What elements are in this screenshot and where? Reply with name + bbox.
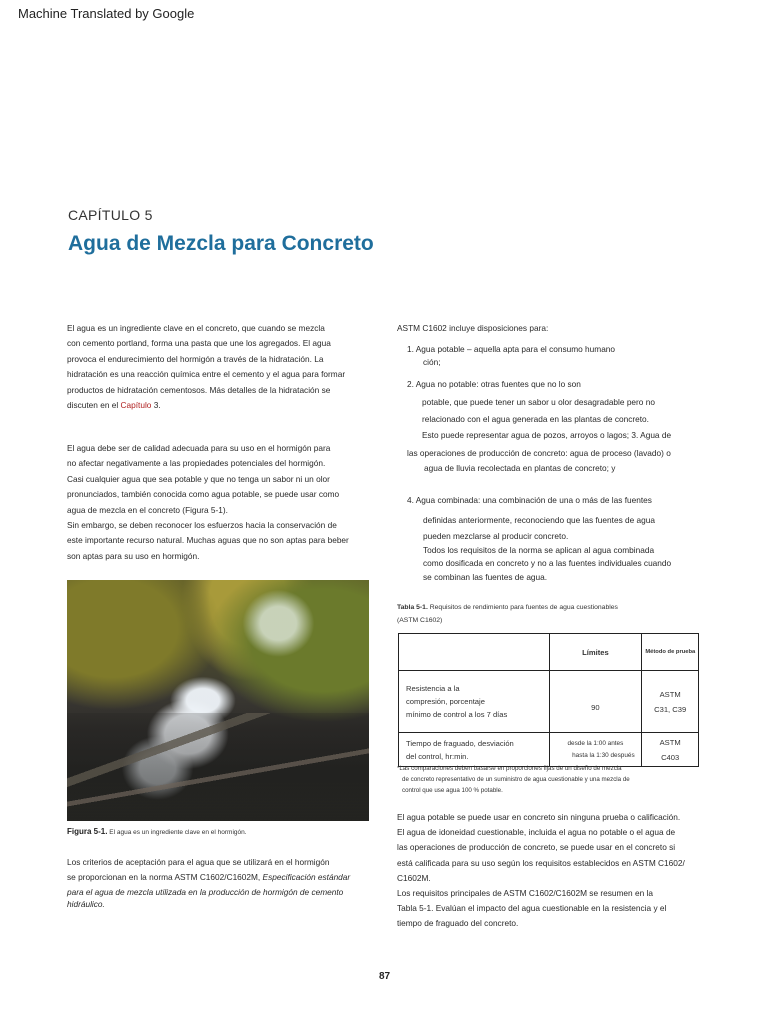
text-line: Todos los requisitos de la norma se aplican al agua combinada [423, 545, 655, 555]
list-item-2-body [422, 394, 671, 444]
text-line: (ASTM C1602) [397, 617, 443, 624]
standard-title-italic: hidráulico. [67, 898, 105, 909]
text-fragment: discuten en el [67, 400, 121, 411]
chapter-number: CAPÍTULO 5 [68, 207, 153, 223]
standard-title-italic: Especificación estándar [262, 872, 351, 883]
cell-line: C31, C39 [654, 704, 687, 714]
text-line: El agua debe ser de calidad adecuada para su uso en el hormigón para [67, 443, 331, 453]
cell-line: Resistencia a la [406, 684, 460, 693]
standard-title-italic: para el agua de mezcla utilizada en la producción de hormigón de cemento [67, 886, 344, 897]
text-line: El agua potable se puede usar en concreto sin ninguna prueba o calificación. [397, 812, 681, 822]
cell-line: ASTM [659, 737, 681, 747]
text-line: hidratación es una reacción química entre el cemento y el agua para formar [67, 369, 346, 380]
text-line: no afectar negativamente a las propiedades potenciales del hormigón. [67, 458, 326, 469]
machine-translation-banner: Machine Translated by Google [18, 6, 195, 21]
list-item-2 [407, 377, 581, 392]
text-line: Sin embargo, se deben reconocer los esfuerzos hacia la conservación de [67, 520, 337, 531]
text-line: tiempo de fraguado del concreto. [397, 918, 519, 929]
text-line: agua de lluvia recolectada en plantas de concreto; y [424, 463, 616, 474]
text-line: 4. Agua combinada: una combinación de una o más de las fuentes [407, 495, 652, 505]
intro-paragraph [67, 321, 372, 413]
summary-paragraph [397, 810, 685, 932]
text-line: Los requisitos principales de ASTM C1602/C1602M se resumen en la [397, 888, 653, 899]
text-line: las operaciones de producción de concreto: agua de proceso (lavado) o [407, 448, 671, 458]
text-line: Tabla 5-1. Evalúan el impacto del agua cuestionable en la resistencia y el [397, 903, 667, 914]
cell-line: del control, hr:min. [406, 751, 469, 761]
table-title [397, 601, 618, 627]
text-line: como dosificada en concreto y no a las fuentes individuales cuando [423, 558, 672, 568]
figure-label: Figura 5-1. [67, 827, 108, 836]
table-cell [549, 733, 642, 767]
criteria-paragraph [67, 855, 372, 910]
chapter-3-link[interactable]: Capítulo [120, 400, 152, 411]
text-line: provoca el endurecimiento del hormigón a través de la hidratación. La [67, 353, 324, 364]
table-label: Tabla 5-1. [397, 604, 428, 611]
cell-line: ASTM [659, 689, 681, 699]
text-line: Los criterios de aceptación para el agua que se utilizará en el hormigón [67, 857, 330, 867]
list-item-4 [407, 493, 652, 508]
text-line: control que use agua 100 % potable. [402, 787, 503, 794]
text-line: 2. Agua no potable: otras fuentes que no lo son [407, 379, 581, 389]
text-line: El agua de idoneidad cuestionable, incluida el agua no potable o el agua de [397, 827, 676, 838]
text-line: de concreto representativo de un suministro de agua cuestionable y una mezcla de [402, 776, 630, 783]
text-line: pueden mezclarse al producir concreto. [423, 530, 569, 541]
cell-line: compresión, porcentaje [406, 697, 485, 706]
text-line: Esto puede representar agua de pozos, arroyos o lagos; 3. Agua de [422, 430, 672, 440]
figure-caption [67, 827, 247, 836]
text-line [67, 870, 372, 885]
text-line: está calificada para su uso según los requisitos establecidos en ASTM C1602/ [397, 857, 685, 868]
page-number: 87 [379, 971, 391, 982]
text-line: con cemento portland, forma una pasta que une los agregados. El agua [67, 338, 331, 349]
table-row [399, 671, 699, 733]
table-cell [399, 733, 550, 767]
text-line: se combinan las fuentes de agua. [423, 572, 548, 582]
text-line: productos de hidratación cementosos. Más detalles de la hidratación se [67, 384, 331, 395]
cell-line: mínimo de control a los 7 días [406, 710, 508, 719]
table-header-cell: Límites [549, 634, 642, 671]
text-line: ción; [423, 357, 441, 368]
table-cell [399, 671, 550, 733]
list-item-4-body [423, 513, 671, 586]
text-line: *Las comparaciones deben basarse en proporciones fijas de un diseño de mezcla [397, 765, 622, 772]
text-line: Casi cualquier agua que sea potable y que no tenga un sabor ni un olor [67, 473, 330, 484]
cell-line: desde la 1:00 antes [567, 739, 624, 747]
text-line: este importante recurso natural. Muchas aguas que no son aptas para beber [67, 535, 349, 546]
table-header-row [399, 634, 699, 671]
text-line: 1. Agua potable – aquella apta para el consumo humano [407, 344, 616, 354]
text-line: las operaciones de producción de concreto, se puede usar en el concreto si [397, 842, 676, 853]
text-line: definidas anteriormente, reconociendo que las fuentes de agua [423, 515, 656, 525]
text-line [397, 601, 618, 614]
text-line: son aptas para su uso en hormigón. [67, 550, 200, 561]
cell-line: Tiempo de fraguado, desviación [406, 738, 514, 748]
chapter-title: Agua de Mezcla para Concreto [68, 232, 374, 255]
text-line-italic [67, 886, 372, 898]
text-line: relacionado con el agua generada en las plantas de concreto. [422, 413, 649, 424]
table-footnote [397, 763, 630, 796]
table-row [399, 733, 699, 767]
table-header-cell [399, 634, 550, 671]
waterfall-photo [67, 580, 369, 821]
cell-line: hasta la 1:30 después [572, 751, 635, 759]
rocks-overlay [67, 713, 369, 821]
text-line-italic [67, 898, 372, 910]
table-cell [642, 733, 699, 767]
text-line: C1602M. [397, 872, 431, 883]
table-header-cell: Método de prueba [642, 634, 699, 671]
text-line: pronunciados, también conocida como agua potable, se puede usar como [67, 489, 340, 500]
figure-caption-text: El agua es un ingrediente clave en el hormigón. [107, 829, 247, 836]
text-fragment: 3. [151, 400, 161, 411]
table-title-text: Requisitos de rendimiento para fuentes de agua cuestionables [427, 604, 618, 611]
quality-paragraph [67, 441, 372, 564]
list-item-3 [407, 446, 671, 477]
provisions-intro: ASTM C1602 incluye disposiciones para: [397, 323, 549, 333]
text-line: agua de mezcla en el concreto (Figura 5-1). [67, 504, 228, 515]
text-fragment: se proporcionan en la norma ASTM C1602/C1602M, [67, 872, 263, 883]
text-line [67, 398, 372, 413]
list-item-1 [407, 342, 615, 371]
table-cell [642, 671, 699, 733]
table-cell: 90 [549, 671, 642, 733]
text-line: El agua es un ingrediente clave en el concreto, que cuando se mezcla [67, 323, 325, 333]
text-line: potable, que puede tener un sabor u olor desagradable pero no [422, 397, 655, 407]
requirements-table [398, 633, 699, 767]
cell-line: C403 [661, 752, 680, 762]
